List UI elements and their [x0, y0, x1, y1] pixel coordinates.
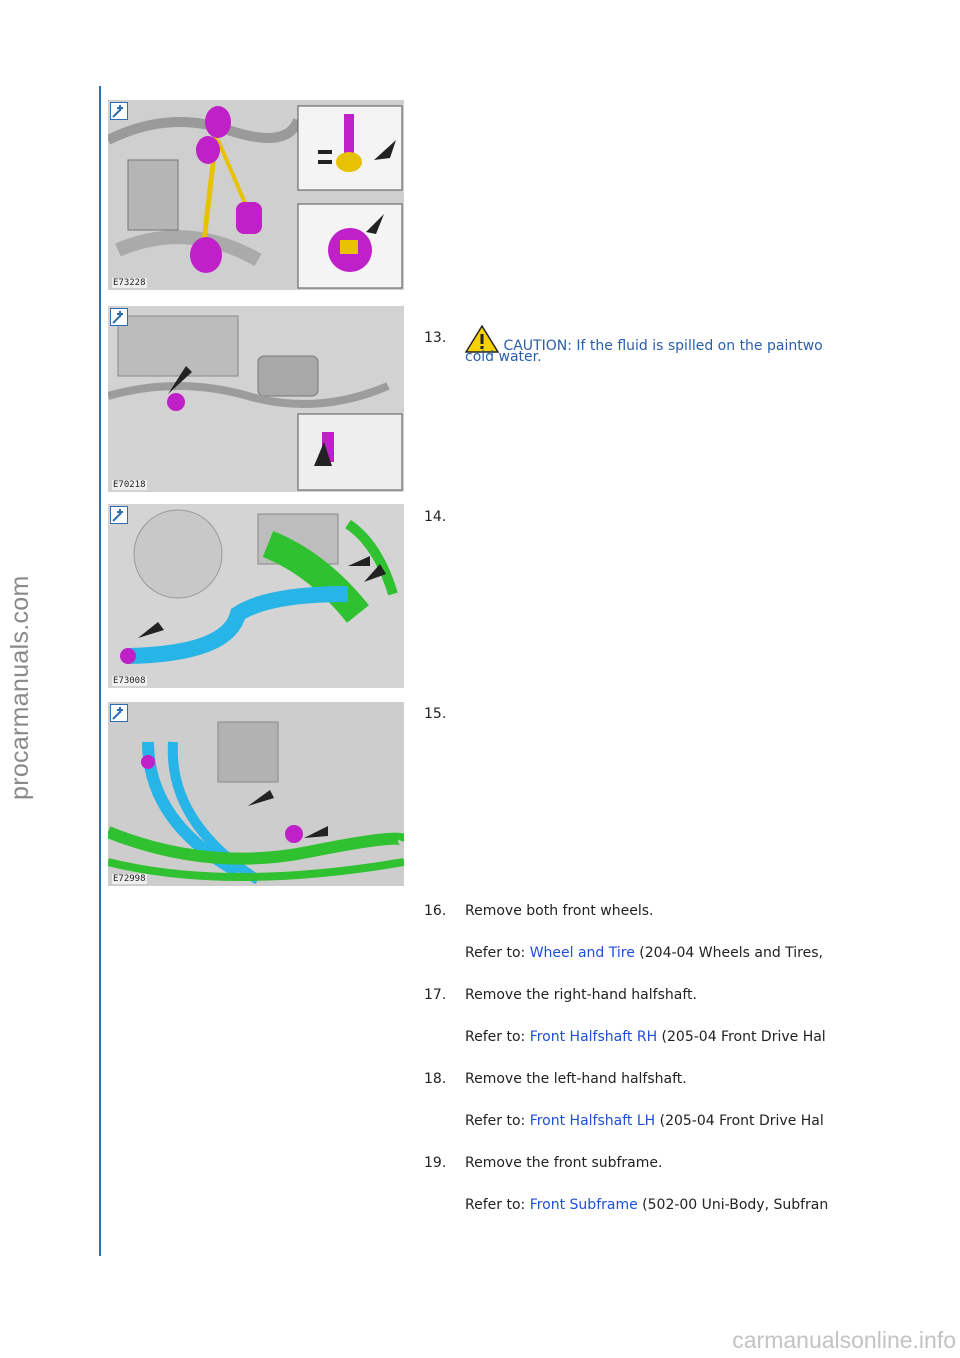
- step-number: 14.: [424, 509, 447, 525]
- side-watermark: procarmanuals.com: [6, 575, 34, 800]
- figure-label: E72998: [113, 874, 146, 884]
- step-reference: [465, 1113, 875, 1129]
- caution-text: CAUTION: If the fluid is spilled on the paintwo: [503, 338, 823, 354]
- ref-prefix: Refer to:: [465, 1029, 530, 1045]
- ref-prefix: Refer to:: [465, 1113, 530, 1129]
- figure-e70218-illustration: [108, 306, 404, 492]
- footer-watermark: carmanualsonline.info: [732, 1327, 956, 1353]
- step-text: Remove the right-hand halfshaft.: [465, 987, 697, 1003]
- zoom-icon[interactable]: [110, 102, 128, 120]
- ref-prefix: Refer to:: [465, 945, 530, 961]
- figure-e73228-illustration: [108, 100, 404, 290]
- step-number: 15.: [424, 706, 447, 722]
- left-margin-rule: [99, 86, 101, 1256]
- ref-prefix: Refer to:: [465, 1197, 530, 1213]
- ref-suffix: (205-04 Front Drive Hal: [657, 1029, 826, 1045]
- figure-label: E70218: [113, 480, 146, 490]
- step-number: 16.: [424, 903, 447, 919]
- figure-e73008-illustration: [108, 504, 404, 688]
- step-reference: [465, 945, 875, 961]
- figure-e73228: [108, 100, 404, 290]
- step-number: 13.: [424, 330, 447, 346]
- ref-link-front-halfshaft-rh[interactable]: Front Halfshaft RH: [529, 1029, 658, 1045]
- zoom-icon[interactable]: [110, 704, 128, 722]
- step-number: 18.: [424, 1071, 447, 1087]
- step-reference: [465, 1197, 875, 1213]
- figure-e72998: [108, 702, 404, 886]
- caution-line-2: cold water.: [465, 349, 542, 365]
- step-number: 17.: [424, 987, 447, 1003]
- step-number: 19.: [424, 1155, 447, 1171]
- step-text: Remove the front subframe.: [465, 1155, 663, 1171]
- zoom-icon[interactable]: [110, 308, 128, 326]
- step-reference: [465, 1029, 875, 1045]
- figure-e70218: [108, 306, 404, 492]
- ref-link-wheel-and-tire[interactable]: Wheel and Tire: [529, 945, 635, 961]
- figure-e72998-illustration: [108, 702, 404, 886]
- ref-suffix: (205-04 Front Drive Hal: [655, 1113, 824, 1129]
- zoom-icon[interactable]: [110, 506, 128, 524]
- step-text: Remove the left-hand halfshaft.: [465, 1071, 687, 1087]
- figure-label: E73228: [113, 278, 146, 288]
- ref-suffix: (502-00 Uni-Body, Subfran: [637, 1197, 829, 1213]
- ref-link-front-subframe[interactable]: Front Subframe: [529, 1197, 638, 1213]
- figure-label: E73008: [113, 676, 146, 686]
- step-text: Remove both front wheels.: [465, 903, 654, 919]
- figure-e73008: [108, 504, 404, 688]
- ref-link-front-halfshaft-lh[interactable]: Front Halfshaft LH: [529, 1113, 656, 1129]
- ref-suffix: (204-04 Wheels and Tires,: [634, 945, 823, 961]
